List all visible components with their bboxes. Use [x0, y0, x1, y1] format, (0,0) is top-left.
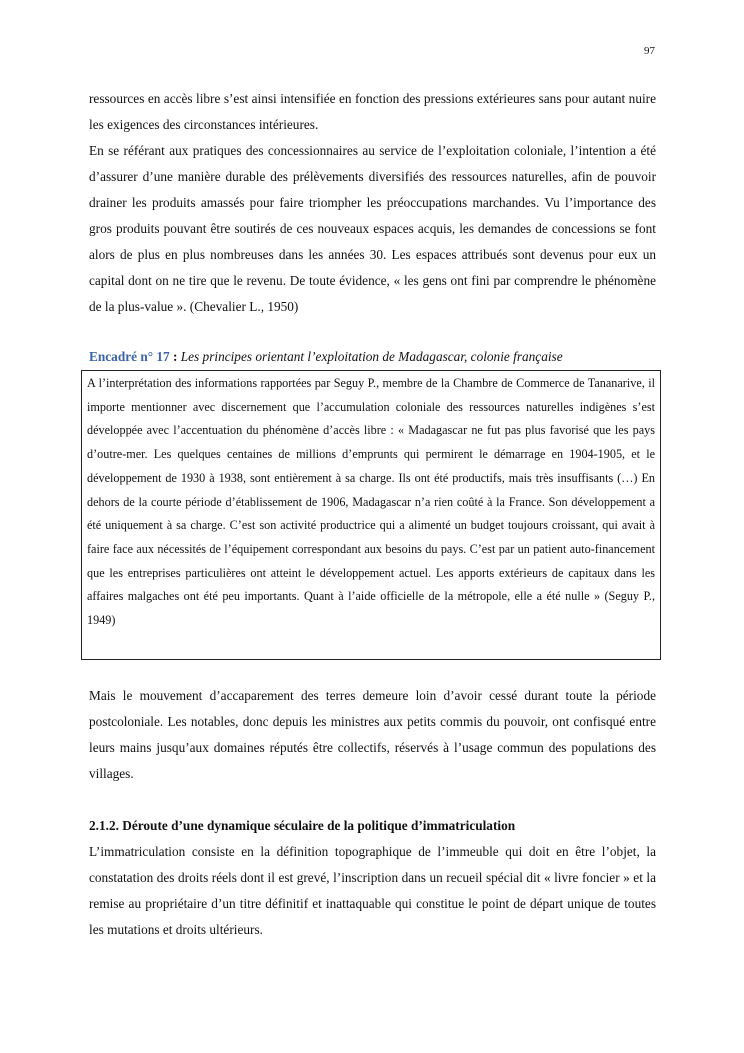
section-heading: 2.1.2. Déroute d’une dynamique séculaire de la politique d’immatriculation — [89, 818, 516, 833]
encadre-body: A l’interprétation des informations rapportées par Seguy P., membre de la Chambre de Commerce de Tananarive, il importe mentionner avec discernement que l’accumulation coloniale des ressources naturelles indigènes s’est développée avec l’accentuation du phénomène d’accès libre : « Madagascar ne fut pas plus favorisé que les pays d’outre-mer. Les quelques centaines de millions d’emprunts qui permirent le démarrage en 1904-1905, et le développement de 1930 à 1938, sont entièrement à sa charge. Ils ont été productifs, mais très insuffisants (…) En dehors de la courte période d’établissement de 1906, Madagascar n’a rien coûté à la France. Son développement a été uniquement à sa charge. C’est son activité productrice qui a alimenté un budget toujours croissant, qui avait à faire face aux nécessités de l’équipement correspondant aux besoins du pays. C’est par un patient auto-financement que les entreprises particulières ont atteint le développement actuel. Les apports extérieurs de capitaux dans les affaires malgaches ont été peu importants. Quant à l’aide officielle de la métropole, elle a été nulle » (Seguy P., 1949) — [87, 376, 655, 628]
encadre-box — [81, 370, 661, 660]
body-paragraph-1 — [89, 86, 656, 138]
body-paragraph-4 — [89, 839, 656, 943]
body-paragraph-3 — [89, 683, 656, 787]
encadre-label: Encadré n° 17 — [89, 349, 170, 364]
paragraph-text: L’immatriculation consiste en la définition topographique de l’immeuble qui doit en être l’objet, la constatation des droits réels dont il est grevé, l’inscription dans un recueil spécial dit « livre foncier » et la remise au propriétaire d’un titre définitif et inattaquable qui constitue le point de départ unique de toutes les mutations et droits ultérieurs. — [89, 844, 656, 937]
body-paragraph-2 — [89, 138, 656, 320]
paragraph-text: Mais le mouvement d’accaparement des terres demeure loin d’avoir cessé durant toute la période postcoloniale. Les notables, donc depuis les ministres aux petits commis du pouvoir, ont confisqué entre leurs mains jusqu’aux domaines réputés être collectifs, réservés à l’usage commun des populations des villages. — [89, 688, 656, 781]
page-number: 97 — [644, 45, 655, 57]
paragraph-text: ressources en accès libre s’est ainsi intensifiée en fonction des pressions extérieures sans pour autant nuire les exigences des circonstances intérieures. — [89, 91, 656, 132]
encadre-heading — [89, 344, 656, 370]
paragraph-text: En se référant aux pratiques des concessionnaires au service de l’exploitation coloniale, l’intention a été d’assurer d’une manière durable des prélèvements diversifiés des ressources naturelles, afin de pouvoir drainer les produits amassés pour faire triompher les préoccupations marchandes. Vu l’importance des gros produits pouvant être soutirés de ces nouveaux espaces acquis, les demandes de concessions se font alors de plus en plus nombreuses dans les années 30. Les espaces attribués sont devenus pour eux un capital dont on ne tire que le revenu. De toute évidence, « les gens ont fini par comprendre le phénomène de la plus-value ». (Chevalier L., 1950) — [89, 143, 656, 314]
encadre-title: Les principes orientant l’exploitation de Madagascar, colonie française — [180, 349, 563, 364]
encadre-colon: : — [169, 349, 181, 364]
